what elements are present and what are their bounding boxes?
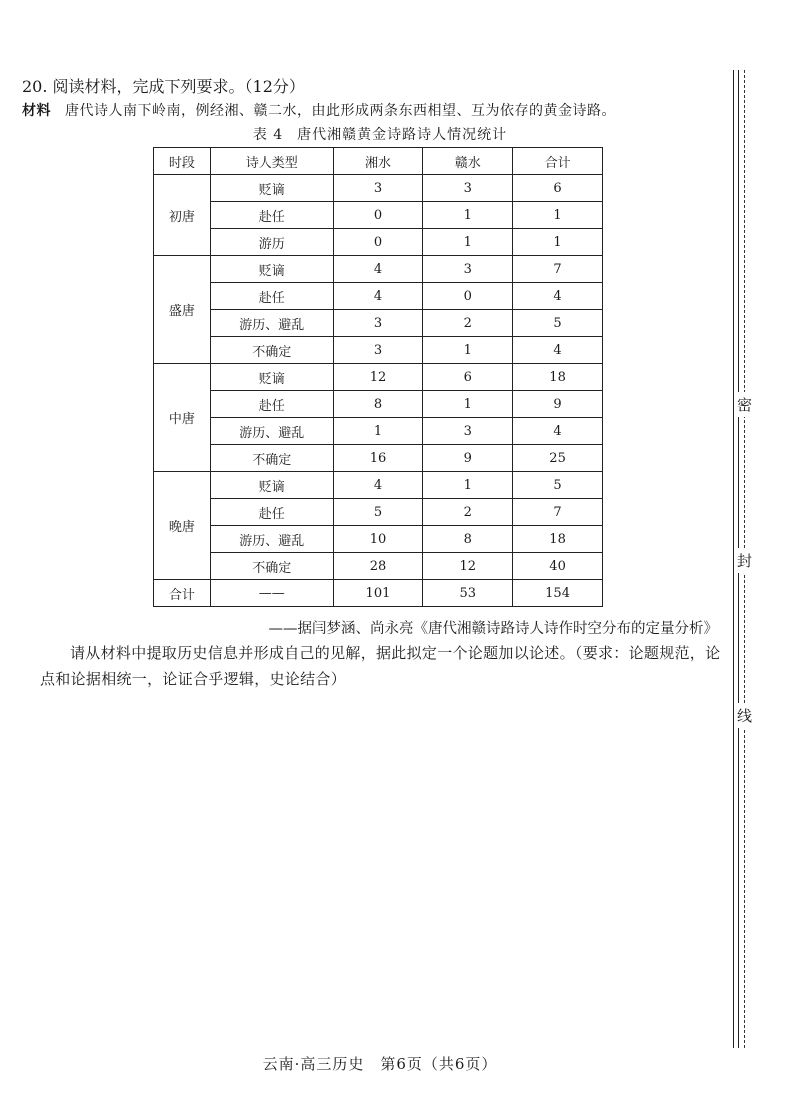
xiang-cell: 3 [333,337,423,364]
xiang-cell: 12 [333,364,423,391]
poet-type-cell: 赴任 [210,202,333,229]
seal-mark-xian: 线 [737,703,752,728]
poet-type-cell: 赴任 [210,499,333,526]
table-row [154,418,603,445]
poet-statistics-table [153,147,603,607]
period-cell: 盛唐 [154,256,211,364]
table-row [154,229,603,256]
total-cell: 1 [513,202,603,229]
table-row [154,526,603,553]
material-paragraph [22,100,616,120]
table-row [154,337,603,364]
poet-type-cell: 贬谪 [210,175,333,202]
total-cell: 5 [513,472,603,499]
header-period: 时段 [154,148,211,175]
table-caption [0,124,760,144]
source-citation: ——据闫梦涵、尚永亮《唐代湘赣诗路诗人诗作时空分布的定量分析》 [268,621,718,637]
gan-cell: 2 [423,499,513,526]
total-row-dash: —— [210,580,333,607]
xiang-cell: 28 [333,553,423,580]
xiang-cell: 0 [333,202,423,229]
total-cell: 7 [513,499,603,526]
gan-cell: 12 [423,553,513,580]
poet-type-cell: 游历、避乱 [210,526,333,553]
poet-type-cell: 不确定 [210,445,333,472]
poet-type-cell: 不确定 [210,553,333,580]
xiang-cell: 3 [333,310,423,337]
total-cell: 25 [513,445,603,472]
period-cell: 晚唐 [154,472,211,580]
poet-type-cell: 游历、避乱 [210,418,333,445]
poet-type-cell: 贬谪 [210,256,333,283]
xiang-cell: 0 [333,229,423,256]
table-row [154,391,603,418]
xiang-cell: 8 [333,391,423,418]
page-footer: 云南·高三历史 第6页（共6页） [262,1055,498,1073]
table-row [154,364,603,391]
table-row [154,553,603,580]
table-row [154,445,603,472]
gan-cell: 3 [423,175,513,202]
gan-cell: 9 [423,445,513,472]
seal-mark-feng: 封 [737,548,752,573]
gan-cell: 1 [423,472,513,499]
table-total-row [154,580,603,607]
table-row [154,202,603,229]
gan-cell: 1 [423,202,513,229]
total-cell: 5 [513,310,603,337]
gan-cell: 8 [423,526,513,553]
header-total: 合计 [513,148,603,175]
poet-type-cell: 贬谪 [210,364,333,391]
material-label: 材料 [22,103,51,119]
total-cell: 1 [513,229,603,256]
gan-cell: 1 [423,229,513,256]
material-text: 唐代诗人南下岭南，例经湘、赣二水，由此形成两条东西相望、互为依存的黄金诗路。 [65,103,616,119]
gan-cell: 6 [423,364,513,391]
total-cell: 7 [513,256,603,283]
table-row [154,499,603,526]
gan-cell: 3 [423,418,513,445]
header-xiang-river: 湘水 [333,148,423,175]
xiang-cell: 3 [333,175,423,202]
poet-type-cell: 贬谪 [210,472,333,499]
xiang-cell: 16 [333,445,423,472]
seal-mark-mi: 密 [737,392,752,417]
period-cell: 中唐 [154,364,211,472]
header-gan-river: 赣水 [423,148,513,175]
total-row-xiang: 101 [333,580,423,607]
table-row [154,283,603,310]
gan-cell: 1 [423,337,513,364]
xiang-cell: 4 [333,472,423,499]
poet-type-cell: 游历、避乱 [210,310,333,337]
table-caption-number: 表 4 [252,127,284,143]
total-cell: 4 [513,337,603,364]
gan-cell: 1 [423,391,513,418]
xiang-cell: 4 [333,283,423,310]
total-cell: 4 [513,283,603,310]
poet-type-cell: 游历 [210,229,333,256]
total-cell: 18 [513,364,603,391]
total-row-gan: 53 [423,580,513,607]
total-cell: 9 [513,391,603,418]
gan-cell: 0 [423,283,513,310]
poet-type-cell: 不确定 [210,337,333,364]
table-row [154,472,603,499]
header-poet-type: 诗人类型 [210,148,333,175]
table-header-row [154,148,603,175]
poet-type-cell: 赴任 [210,283,333,310]
xiang-cell: 5 [333,499,423,526]
total-cell: 4 [513,418,603,445]
total-cell: 6 [513,175,603,202]
table-row [154,310,603,337]
xiang-cell: 4 [333,256,423,283]
total-row-label: 合计 [154,580,211,607]
table-row [154,256,603,283]
table-row [154,175,603,202]
xiang-cell: 1 [333,418,423,445]
period-cell: 初唐 [154,175,211,256]
poet-type-cell: 赴任 [210,391,333,418]
xiang-cell: 10 [333,526,423,553]
total-row-sum: 154 [513,580,603,607]
binding-solid-line [733,70,734,1048]
gan-cell: 2 [423,310,513,337]
gan-cell: 3 [423,256,513,283]
prompt-text: 请从材料中提取历史信息并形成自己的见解，据此拟定一个论题加以论述。（要求：论题规范，论点和论据相统一，论证合乎逻辑，史论结合） [40,644,721,688]
total-cell: 18 [513,526,603,553]
total-cell: 40 [513,553,603,580]
table-caption-title: 唐代湘赣黄金诗路诗人情况统计 [297,127,508,143]
question-prompt [40,640,730,692]
question-header: 20. 阅读材料，完成下列要求。（12分） [22,77,305,96]
